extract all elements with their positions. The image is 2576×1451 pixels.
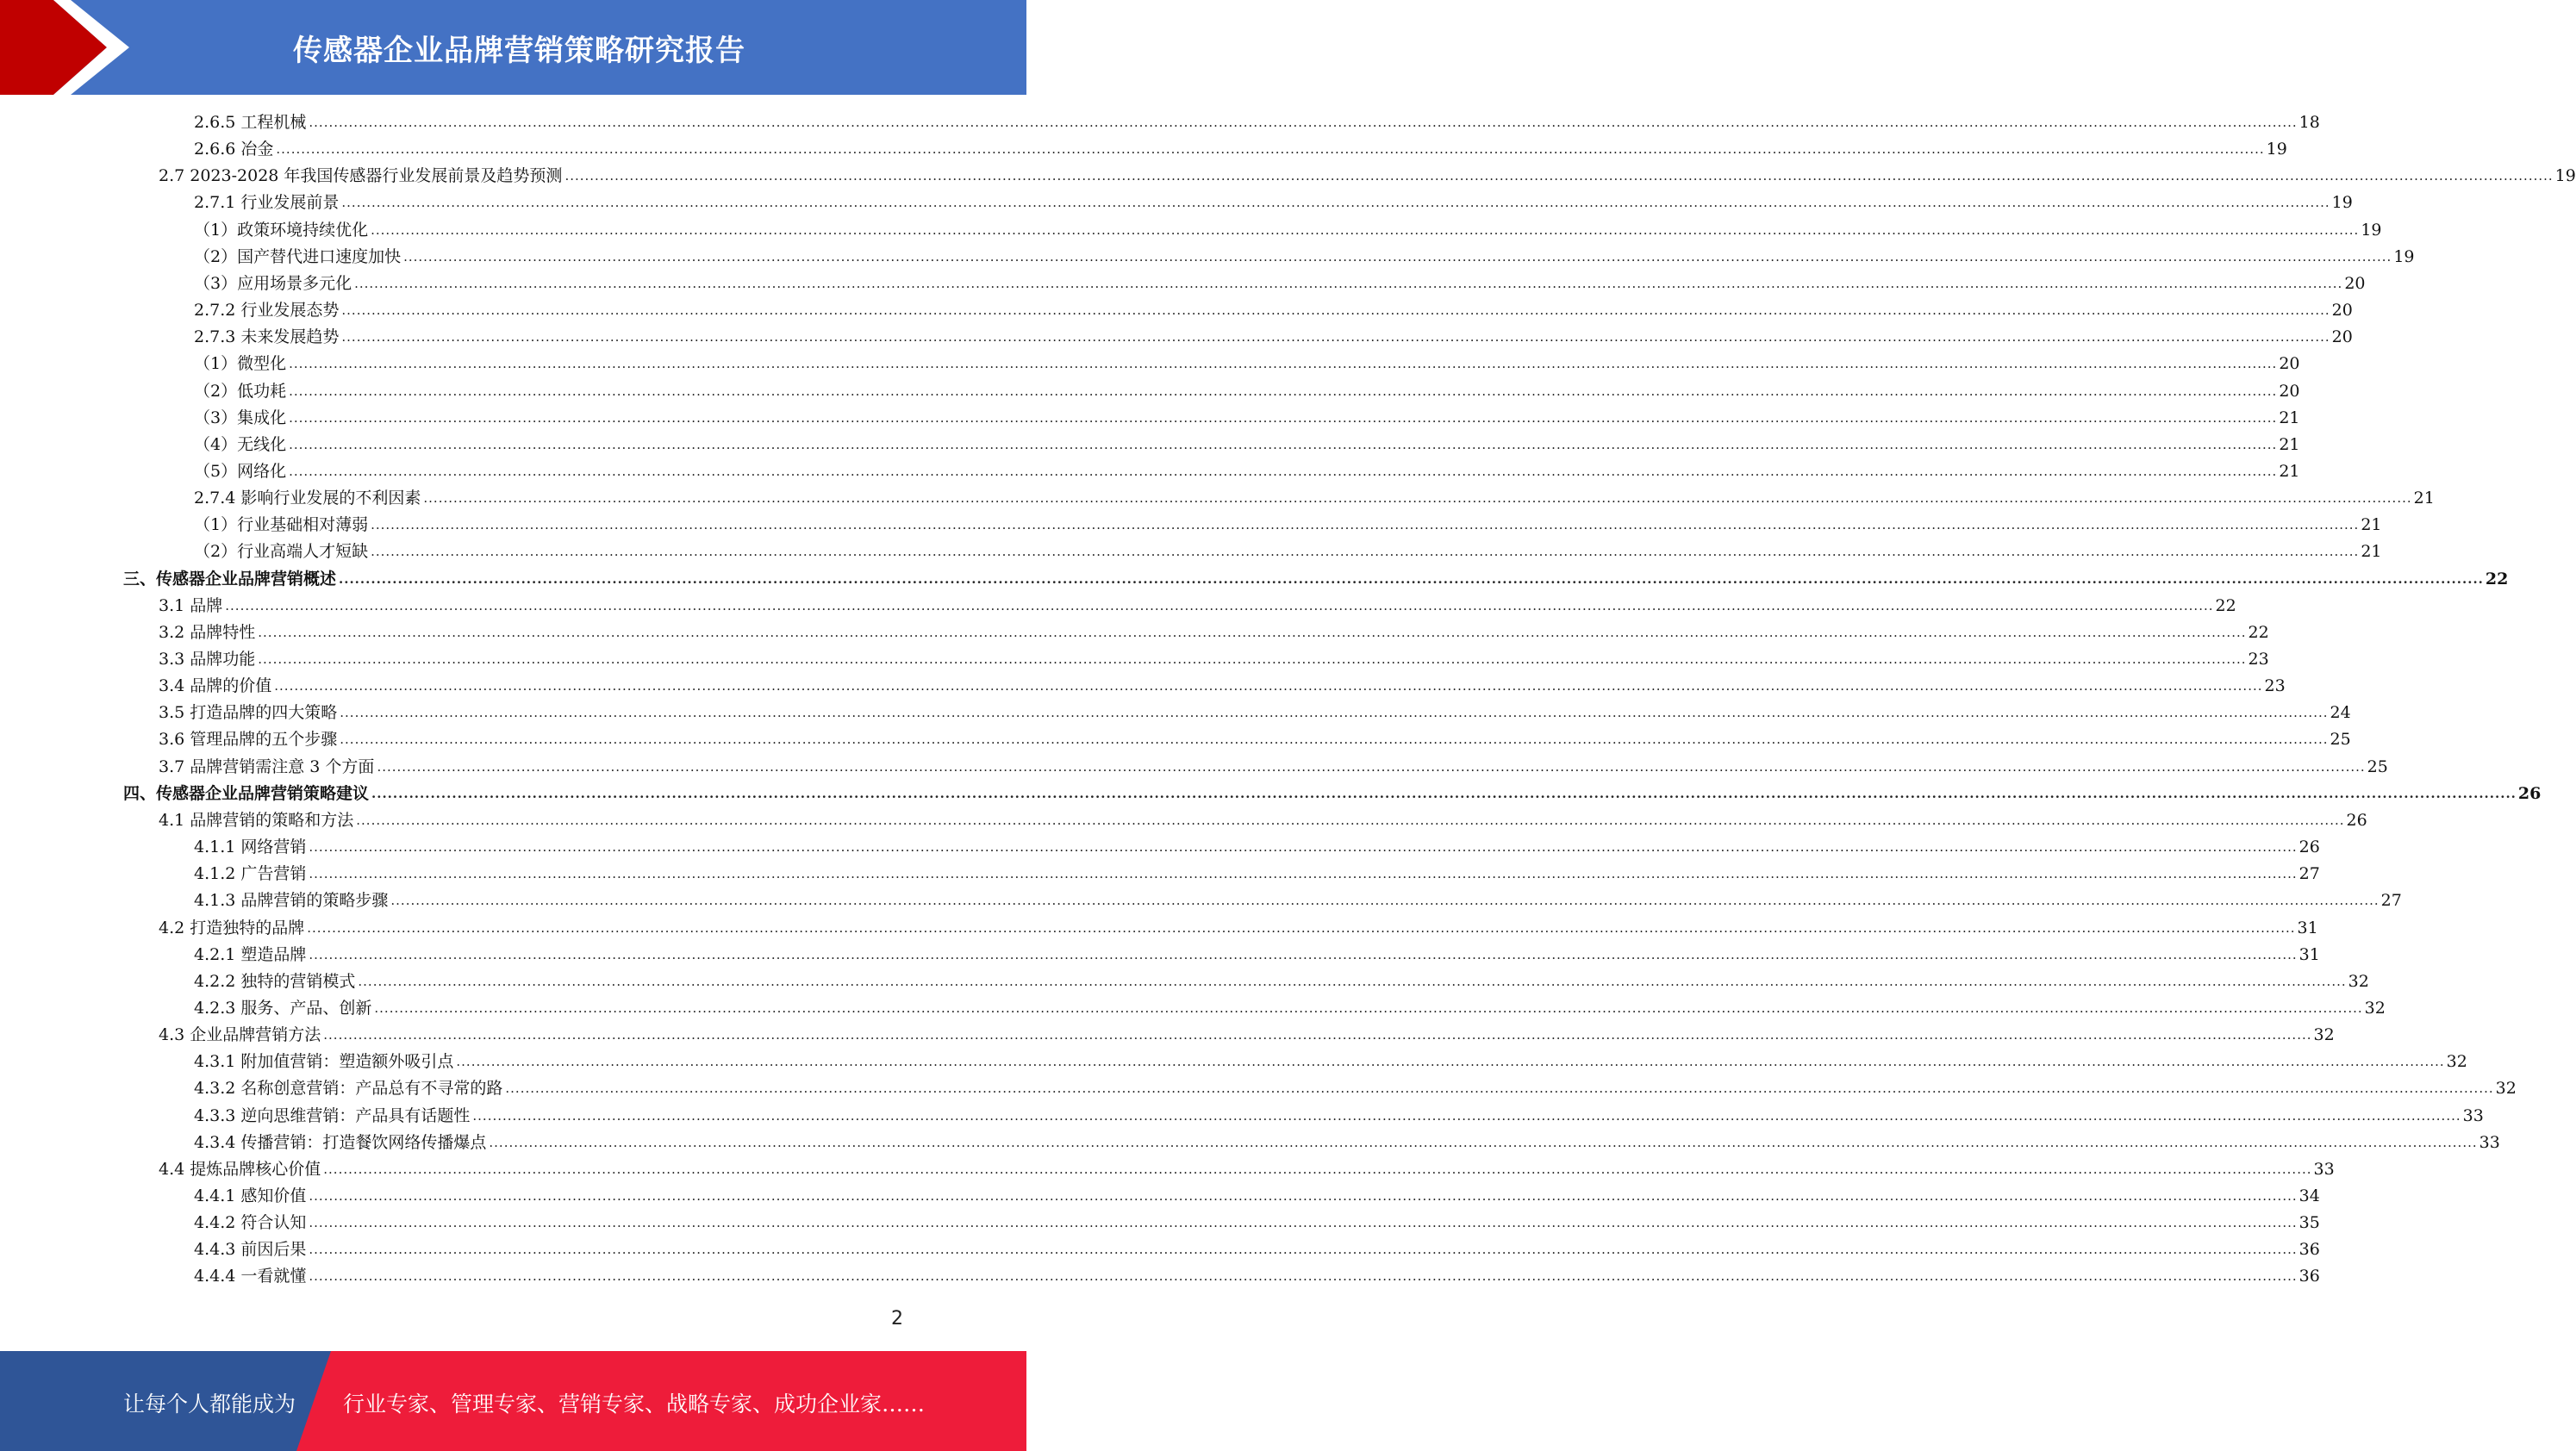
toc-dot-leader: ................................................................................................................................................................................................................................................................................................................................................................................................................ (274, 678, 2263, 694)
toc-entry-title: 2.6.6 冶金 (194, 140, 274, 159)
toc-entry-title: 四、传感器企业品牌营销策略建议 (123, 783, 370, 803)
toc-entry-title: 4.1 品牌营销的策略和方法 (159, 810, 354, 830)
toc-entry-page: 32 (2446, 1052, 2467, 1072)
toc-entry[interactable] (159, 673, 2286, 700)
toc-entry[interactable] (194, 834, 2320, 861)
toc-entry-page: 26 (2346, 810, 2367, 830)
toc-dot-leader: ................................................................................................................................................................................................................................................................................................................................................................................................................ (341, 302, 2330, 319)
toc-dot-leader: ................................................................................................................................................................................................................................................................................................................................................................................................................ (340, 705, 2329, 721)
toc-dot-leader: ................................................................................................................................................................................................................................................................................................................................................................................................................ (258, 624, 2247, 640)
toc-dot-leader: ................................................................................................................................................................................................................................................................................................................................................................................................................ (289, 356, 2278, 372)
toc-entry-title: 4.2.2 独特的营销模式 (194, 971, 356, 991)
toc-dot-leader: ................................................................................................................................................................................................................................................................................................................................................................................................................ (358, 973, 2347, 989)
toc-entry[interactable] (159, 646, 2269, 673)
toc-dot-leader: ................................................................................................................................................................................................................................................................................................................................................................................................................ (289, 409, 2278, 426)
toc-dot-leader: ................................................................................................................................................................................................................................................................................................................................................................................................................ (225, 597, 2214, 613)
toc-dot-leader: ................................................................................................................................................................................................................................................................................................................................................................................................................ (309, 866, 2298, 882)
toc-dot-leader: ................................................................................................................................................................................................................................................................................................................................................................................................................ (377, 758, 2366, 775)
toc-entry[interactable] (194, 217, 2382, 244)
toc-entry[interactable] (159, 1156, 2335, 1183)
toc-entry[interactable] (194, 432, 2300, 458)
toc-dot-leader: ................................................................................................................................................................................................................................................................................................................................................................................................................ (390, 893, 2380, 909)
toc-dot-leader: ................................................................................................................................................................................................................................................................................................................................................................................................................ (564, 168, 2554, 184)
toc-entry-page: 32 (2364, 998, 2386, 1018)
toc-entry-page: 22 (2485, 569, 2509, 588)
toc-entry-title: 4.4 提炼品牌核心价值 (159, 1159, 321, 1179)
toc-entry[interactable] (194, 485, 2435, 512)
toc-entry-page: 23 (2248, 650, 2269, 669)
toc-entry[interactable] (123, 781, 2542, 807)
toc-dot-leader: ................................................................................................................................................................................................................................................................................................................................................................................................................ (289, 436, 2278, 452)
toc-entry-title: （3）集成化 (194, 408, 287, 427)
toc-entry[interactable] (194, 297, 2353, 324)
header-bar (0, 0, 1026, 95)
toc-entry[interactable] (194, 1049, 2467, 1075)
toc-entry-title: 2.7.2 行业发展态势 (194, 301, 340, 321)
toc-entry-page: 36 (2298, 1267, 2320, 1286)
toc-dot-leader: ................................................................................................................................................................................................................................................................................................................................................................................................................ (307, 919, 2296, 936)
toc-dot-leader: ................................................................................................................................................................................................................................................................................................................................................................................................................ (323, 1027, 2312, 1043)
toc-entry[interactable] (194, 405, 2300, 432)
toc-entry[interactable] (194, 190, 2353, 216)
toc-entry-title: 2.7.3 未来发展趋势 (194, 327, 340, 347)
toc-entry[interactable] (194, 378, 2300, 405)
toc-entry-page: 36 (2298, 1240, 2320, 1260)
toc-entry-page: 19 (2331, 193, 2353, 213)
toc-entry-title: 4.3.3 逆向思维营销：产品具有话题性 (194, 1105, 471, 1125)
toc-entry-page: 21 (2279, 461, 2300, 481)
toc-entry-title: 4.4.4 一看就懂 (194, 1267, 307, 1286)
toc-dot-leader: ................................................................................................................................................................................................................................................................................................................................................................................................................ (341, 195, 2330, 211)
toc-entry-title: 4.3.4 传播营销：打造餐饮网络传播爆点 (194, 1132, 487, 1152)
footer-slogan-left: 让每个人都能成为 (123, 1392, 296, 1417)
toc-entry-page: 19 (2554, 166, 2576, 186)
toc-entry[interactable] (194, 861, 2320, 887)
toc-entry-page: 33 (2313, 1159, 2335, 1179)
toc-entry-page: 19 (2266, 140, 2287, 159)
toc-entry-title: （2）国产替代进口速度加快 (194, 246, 402, 266)
toc-entry-title: （1）政策环境持续优化 (194, 220, 369, 240)
toc-entry[interactable] (159, 754, 2388, 781)
toc-entry[interactable] (194, 968, 2369, 995)
toc-entry[interactable] (194, 1075, 2517, 1102)
toc-entry-page: 32 (2313, 1025, 2335, 1045)
toc-dot-leader: ................................................................................................................................................................................................................................................................................................................................................................................................................ (309, 839, 2298, 856)
toc-dot-leader: ................................................................................................................................................................................................................................................................................................................................................................................................................ (356, 812, 2345, 828)
toc-entry[interactable] (194, 539, 2382, 565)
toc-entry-page: 20 (2331, 301, 2353, 321)
toc-dot-leader: ................................................................................................................................................................................................................................................................................................................................................................................................................ (289, 383, 2278, 399)
toc-entry-page: 25 (2330, 730, 2351, 750)
toc-entry[interactable] (159, 700, 2351, 726)
toc-dot-leader: ................................................................................................................................................................................................................................................................................................................................................................................................................ (341, 329, 2330, 346)
toc-dot-leader: ................................................................................................................................................................................................................................................................................................................................................................................................................ (505, 1080, 2494, 1097)
toc-dot-leader: ................................................................................................................................................................................................................................................................................................................................................................................................................ (423, 490, 2412, 507)
toc-entry-title: 4.3 企业品牌营销方法 (159, 1025, 321, 1045)
toc-entry-page: 33 (2479, 1132, 2500, 1152)
toc-entry-title: 3.1 品牌 (159, 595, 223, 615)
toc-entry-page: 32 (2495, 1079, 2517, 1099)
toc-dot-leader: ................................................................................................................................................................................................................................................................................................................................................................................................................ (371, 785, 2517, 801)
toc-dot-leader: ................................................................................................................................................................................................................................................................................................................................................................................................................ (340, 732, 2329, 748)
toc-entry-page: 21 (2279, 434, 2300, 454)
toc-entry[interactable] (159, 163, 2576, 190)
toc-entry[interactable] (194, 324, 2353, 351)
toc-entry-title: 4.2 打造独特的品牌 (159, 918, 305, 937)
toc-dot-leader: ................................................................................................................................................................................................................................................................................................................................................................................................................ (374, 1000, 2363, 1016)
report-title: 传感器企业品牌营销策略研究报告 (293, 33, 745, 68)
toc-entry-page: 25 (2367, 757, 2388, 776)
toc-entry-title: 4.3.2 名称创意营销：产品总有不寻常的路 (194, 1079, 503, 1099)
toc-entry-page: 23 (2264, 676, 2286, 696)
toc-entry-title: 4.3.1 附加值营销：塑造额外吸引点 (194, 1052, 454, 1072)
toc-entry-title: 4.2.1 塑造品牌 (194, 944, 307, 964)
footer-slogan-right: 行业专家、管理专家、营销专家、战略专家、成功企业家…… (343, 1392, 926, 1417)
toc-dot-leader: ................................................................................................................................................................................................................................................................................................................................................................................................................ (472, 1107, 2461, 1124)
toc-entry[interactable] (194, 1210, 2320, 1236)
toc-dot-leader: ................................................................................................................................................................................................................................................................................................................................................................................................................ (371, 517, 2360, 533)
toc-entry-page: 31 (2298, 944, 2320, 964)
toc-entry[interactable] (159, 726, 2351, 753)
toc-entry-title: 3.4 品牌的价值 (159, 676, 272, 696)
toc-entry-title: 4.1.3 品牌营销的策略步骤 (194, 891, 389, 911)
toc-dot-leader: ................................................................................................................................................................................................................................................................................................................................................................................................................ (339, 570, 2484, 587)
toc-entry-title: 2.7.1 行业发展前景 (194, 193, 340, 213)
toc-entry-page: 27 (2298, 864, 2320, 884)
toc-entry[interactable] (194, 942, 2320, 968)
toc-entry-title: 3.3 品牌功能 (159, 650, 256, 669)
toc-entry-title: 4.1.2 广告营销 (194, 864, 307, 884)
toc-entry-page: 33 (2462, 1105, 2484, 1125)
toc-entry-page: 26 (2517, 783, 2542, 803)
toc-dot-leader: ................................................................................................................................................................................................................................................................................................................................................................................................................ (456, 1054, 2445, 1070)
toc-dot-leader: ................................................................................................................................................................................................................................................................................................................................................................................................................ (309, 1188, 2298, 1204)
toc-entry-page: 21 (2361, 542, 2382, 562)
toc-dot-leader: ................................................................................................................................................................................................................................................................................................................................................................................................................ (403, 248, 2392, 265)
toc-dot-leader: ................................................................................................................................................................................................................................................................................................................................................................................................................ (309, 1242, 2298, 1258)
toc-entry-title: （5）网络化 (194, 461, 287, 481)
toc-entry[interactable] (159, 915, 2318, 942)
toc-entry-page: 27 (2380, 891, 2402, 911)
toc-entry-page: 19 (2393, 246, 2415, 266)
toc-entry[interactable] (194, 136, 2287, 163)
toc-entry-title: 4.4.2 符合认知 (194, 1213, 307, 1233)
toc-entry-title: 4.4.1 感知价值 (194, 1186, 307, 1205)
toc-entry[interactable] (194, 1263, 2320, 1290)
toc-entry-page: 21 (2413, 489, 2435, 508)
toc-entry-page: 20 (2331, 327, 2353, 347)
toc-entry-title: 4.1.1 网络营销 (194, 838, 307, 857)
toc-entry-title: （1）行业基础相对薄弱 (194, 515, 369, 535)
toc-entry-title: （2）低功耗 (194, 381, 287, 401)
toc-entry[interactable] (159, 1022, 2335, 1049)
toc-entry-title: 三、传感器企业品牌营销概述 (123, 569, 337, 588)
toc-dot-leader: ................................................................................................................................................................................................................................................................................................................................................................................................................ (371, 544, 2360, 560)
toc-entry-title: 3.5 打造品牌的四大策略 (159, 703, 338, 723)
toc-entry[interactable] (194, 1183, 2320, 1210)
toc-entry-page: 20 (2344, 273, 2366, 293)
toc-dot-leader: ................................................................................................................................................................................................................................................................................................................................................................................................................ (354, 275, 2343, 291)
toc-entry[interactable] (194, 512, 2382, 539)
toc-dot-leader: ................................................................................................................................................................................................................................................................................................................................................................................................................ (276, 141, 2265, 158)
toc-entry-page: 26 (2298, 838, 2320, 857)
toc-entry-page: 21 (2279, 408, 2300, 427)
toc-entry[interactable] (194, 271, 2366, 297)
toc-entry-page: 18 (2298, 113, 2320, 132)
toc-entry[interactable] (194, 458, 2300, 485)
toc-entry-title: 2.6.5 工程机械 (194, 113, 307, 132)
toc-entry[interactable] (194, 995, 2386, 1022)
toc-entry-title: （1）微型化 (194, 354, 287, 374)
toc-dot-leader: ................................................................................................................................................................................................................................................................................................................................................................................................................ (309, 1215, 2298, 1231)
toc-dot-leader: ................................................................................................................................................................................................................................................................................................................................................................................................................ (309, 1268, 2298, 1285)
toc-entry-title: 4.2.3 服务、产品、创新 (194, 998, 372, 1018)
toc-entry[interactable] (194, 887, 2402, 914)
toc-entry[interactable] (194, 244, 2415, 271)
toc-dot-leader: ................................................................................................................................................................................................................................................................................................................................................................................................................ (258, 651, 2247, 667)
toc-entry[interactable] (123, 566, 2509, 593)
toc-entry-page: 21 (2361, 515, 2382, 535)
toc-entry-page: 19 (2361, 220, 2382, 240)
toc-dot-leader: ................................................................................................................................................................................................................................................................................................................................................................................................................ (289, 463, 2278, 479)
toc-entry-page: 32 (2348, 971, 2369, 991)
toc-entry[interactable] (194, 1130, 2500, 1156)
toc-entry-page: 35 (2298, 1213, 2320, 1233)
toc-entry[interactable] (159, 807, 2367, 834)
toc-entry-title: 3.6 管理品牌的五个步骤 (159, 730, 338, 750)
toc-entry[interactable] (194, 1236, 2320, 1263)
toc-entry-title: 4.4.3 前因后果 (194, 1240, 307, 1260)
toc-entry-page: 22 (2248, 622, 2269, 642)
toc-entry-page: 20 (2279, 381, 2300, 401)
toc-dot-leader: ................................................................................................................................................................................................................................................................................................................................................................................................................ (489, 1134, 2478, 1150)
toc-dot-leader: ................................................................................................................................................................................................................................................................................................................................................................................................................ (309, 946, 2298, 962)
toc-entry[interactable] (194, 351, 2300, 377)
toc-dot-leader: ................................................................................................................................................................................................................................................................................................................................................................................................................ (371, 221, 2360, 238)
toc-entry-title: （4）无线化 (194, 434, 287, 454)
toc-entry-page: 31 (2297, 918, 2318, 937)
toc-dot-leader: ................................................................................................................................................................................................................................................................................................................................................................................................................ (309, 115, 2298, 130)
toc-entry[interactable] (194, 109, 2320, 136)
toc-entry[interactable] (159, 593, 2236, 620)
toc-entry-page: 24 (2330, 703, 2351, 723)
toc-entry-title: 3.2 品牌特性 (159, 622, 256, 642)
toc-entry-title: 3.7 品牌营销需注意 3 个方面 (159, 757, 375, 776)
toc-dot-leader: ................................................................................................................................................................................................................................................................................................................................................................................................................ (323, 1161, 2312, 1177)
toc-entry-title: （3）应用场景多元化 (194, 273, 352, 293)
page-number: 2 (891, 1308, 903, 1330)
toc-entry[interactable] (194, 1103, 2484, 1130)
toc-entry-page: 34 (2298, 1186, 2320, 1205)
toc-entry-title: （2）行业高端人才短缺 (194, 542, 369, 562)
toc-entry-title: 2.7.4 影响行业发展的不利因素 (194, 489, 421, 508)
toc-entry[interactable] (159, 620, 2269, 646)
toc-entry-page: 22 (2215, 595, 2236, 615)
toc-entry-title: 2.7 2023-2028 年我国传感器行业发展前景及趋势预测 (159, 166, 563, 186)
toc-entry-page: 20 (2279, 354, 2300, 374)
